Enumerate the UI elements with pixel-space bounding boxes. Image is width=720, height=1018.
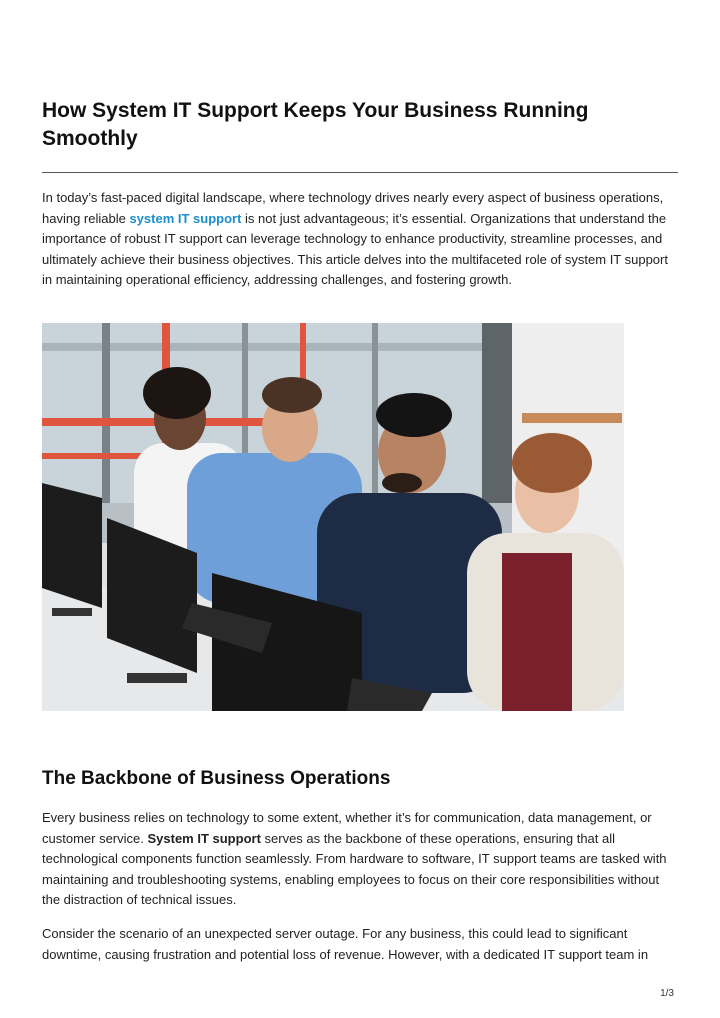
- p1-text-end: serves as the backbone of these operations, ensuring that all technological components function seamlessly. From hardware to software, IT support teams are tasked with maintaining and troubleshooting systems, enabling employees to focus on their core responsibilities without the distraction of technical issues.: [42, 830, 667, 907]
- intro-paragraph: [42, 188, 678, 291]
- page-number: 1/3: [660, 988, 674, 999]
- intro-text-start: In today’s fast-paced digital landscape, where technology drives nearly every aspect of business operations, having reliable: [42, 190, 664, 226]
- p1-bold-term: System IT support: [147, 830, 261, 846]
- section-paragraph-2: Consider the scenario of an unexpected server outage. For any business, this could lead to significant downtime, causing frustration and potential loss of revenue. However, with a dedicated IT support team in: [42, 926, 649, 962]
- title-divider: [42, 172, 678, 173]
- system-it-support-link[interactable]: system IT support: [129, 210, 242, 226]
- hero-image: [42, 323, 624, 711]
- photo-call-center-agents-with-headsets: [42, 323, 624, 711]
- p1-text-start: Every business relies on technology to some extent, whether it’s for communication, data management, or customer service.: [42, 810, 652, 846]
- intro-text-end: is not just advantageous; it’s essential. Organizations that understand the importance of robust IT support can leverage technology to enhance productivity, streamline processes, and ultimately achieve their business objectives. This article delves into the multifaceted role of system IT support in maintaining operational efficiency, addressing challenges, and fostering growth.: [42, 210, 668, 287]
- article-title: How System IT Support Keeps Your Business Running Smoothly: [42, 99, 589, 150]
- section-heading: The Backbone of Business Operations: [42, 768, 391, 789]
- section-paragraph-1: [42, 808, 678, 911]
